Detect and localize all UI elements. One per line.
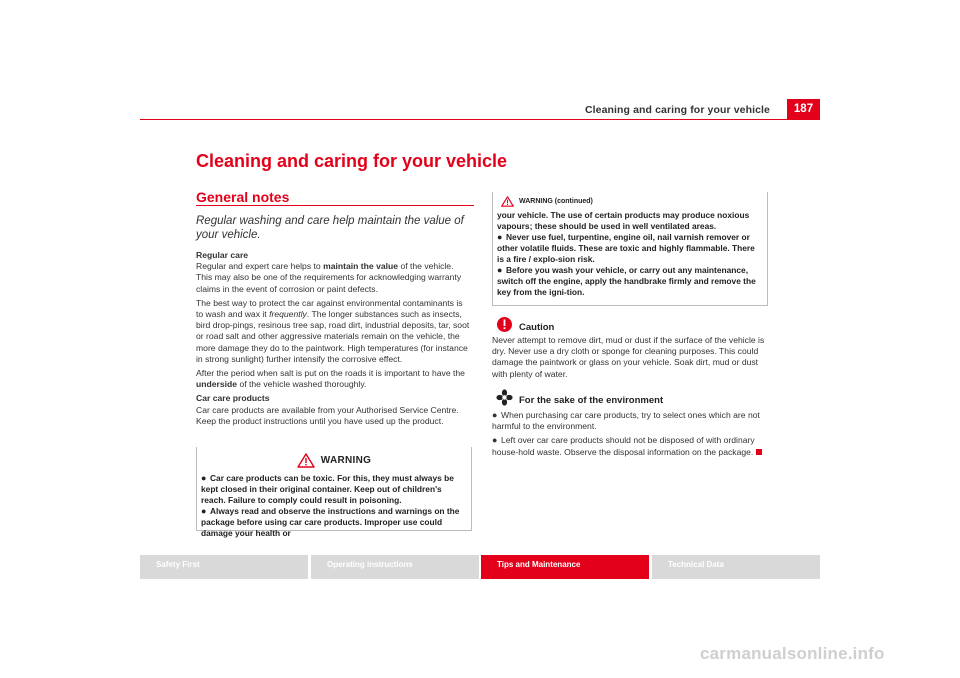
regular-care-heading: Regular care [196, 250, 249, 260]
environment-text [492, 410, 772, 461]
warning-continued-box [492, 192, 768, 306]
page-title: Cleaning and caring for your vehicle [196, 151, 508, 171]
caution-exclamation-icon [496, 316, 513, 333]
bullet-icon: ● [492, 435, 498, 446]
warning-box [196, 447, 472, 538]
warning-continued-header [497, 192, 763, 210]
environment-item: ● Left over car care products should not be disposed of with ordinary house-hold waste. Observe the disposal information on the package. [492, 435, 772, 457]
tab-tips-and-maintenance[interactable]: Tips and Maintenance [481, 555, 649, 579]
page-number: 187 [787, 99, 820, 120]
warning-triangle-icon [297, 453, 315, 468]
warning-item: ● Car care products can be toxic. For this, they must always be kept closed in their original container. Keep out of children's reach. Failure to comply could result in poisoning. [201, 473, 454, 505]
warning-continued-body [497, 210, 763, 298]
tab-safety-first[interactable]: Safety First [140, 555, 308, 579]
caution-text: Never attempt to remove dirt, mud or dust if the surface of the vehicle is dry. Never use a dry cloth or sponge for cleaning purposes. This could damage the paintwork or glass on your vehicle. Soak dirt, mud or dust with plenty of water. [492, 335, 765, 379]
bullet-icon: ● [201, 473, 207, 483]
bullet-icon: ● [497, 265, 503, 275]
section-rule [196, 205, 474, 206]
warning-item: ● Before you wash your vehicle, or carry out any maintenance, switch off the engine, apply the handbrake firmly and remove the key from the igni-tion. [497, 265, 756, 297]
warning-header [201, 447, 467, 473]
bullet-icon: ● [201, 506, 207, 516]
caution-header [496, 316, 554, 333]
warning-item: ● Never use fuel, turpentine, engine oil, nail varnish remover or other volatile fluids. These are toxic and highly flammable. There is a fire / explo-sion risk. [497, 232, 755, 264]
end-of-section-marker [756, 449, 762, 455]
warning-item: ● Always read and observe the instructions and warnings on the package before using car care products. Improper use could damage your health or [201, 506, 460, 538]
watermark: carmanualsonline.info [700, 644, 885, 663]
warning-label: WARNING [320, 454, 372, 466]
regular-care-p2: The best way to protect the car against environmental contaminants is to wash and wax it frequently. The longer substances such as insects, bird drop-pings, resinous tree sap, road dirt, industrial deposits, tar, soot or road salt and other aggressive materials remain on the vehicle, the more damage they do to the paintwork. High temperatures (for instance in strong sunlight) further intensify the corrosive effect. [196, 297, 470, 364]
bullet-icon: ● [492, 410, 498, 420]
regular-care-p1: Regular and expert care helps to maintain the value of the vehicle. This may also be one of the requirements for acknowledging warranty claims in the event of corrosion or paint defects. [196, 261, 462, 294]
environment-flower-icon [496, 389, 513, 406]
environment-item: ● When purchasing car care products, try to select ones which are not harmful to the environment. [492, 410, 760, 432]
regular-care-p3: After the period when salt is put on the roads it is important to have the underside of the vehicle washed thoroughly. [196, 368, 465, 390]
section-title: General notes [196, 189, 290, 205]
intro-text: Regular washing and care help maintain the value of your vehicle. [196, 215, 464, 241]
warning-continued-lead: your vehicle. The use of certain products may produce noxious vapours; these should be used in well ventilated areas. [497, 210, 750, 231]
warning-continued-label: WARNING (continued) [519, 197, 593, 205]
car-care-heading: Car care products [196, 393, 270, 404]
left-column [196, 250, 470, 430]
caution-label: Caution [519, 322, 555, 333]
tab-technical-data[interactable]: Technical Data [652, 555, 820, 579]
warning-body [201, 473, 467, 539]
header-rule [140, 119, 820, 120]
environment-label: For the sake of the environment [519, 395, 664, 406]
bullet-icon: ● [497, 232, 503, 242]
car-care-text: Car care products are available from your Authorised Service Centre. Keep the product instructions until you have used up the product. [196, 404, 459, 426]
running-title: Cleaning and caring for your vehicle [584, 104, 770, 116]
warning-triangle-icon [501, 196, 514, 207]
environment-header [496, 389, 663, 406]
tab-operating-instructions[interactable]: Operating instructions [311, 555, 479, 579]
